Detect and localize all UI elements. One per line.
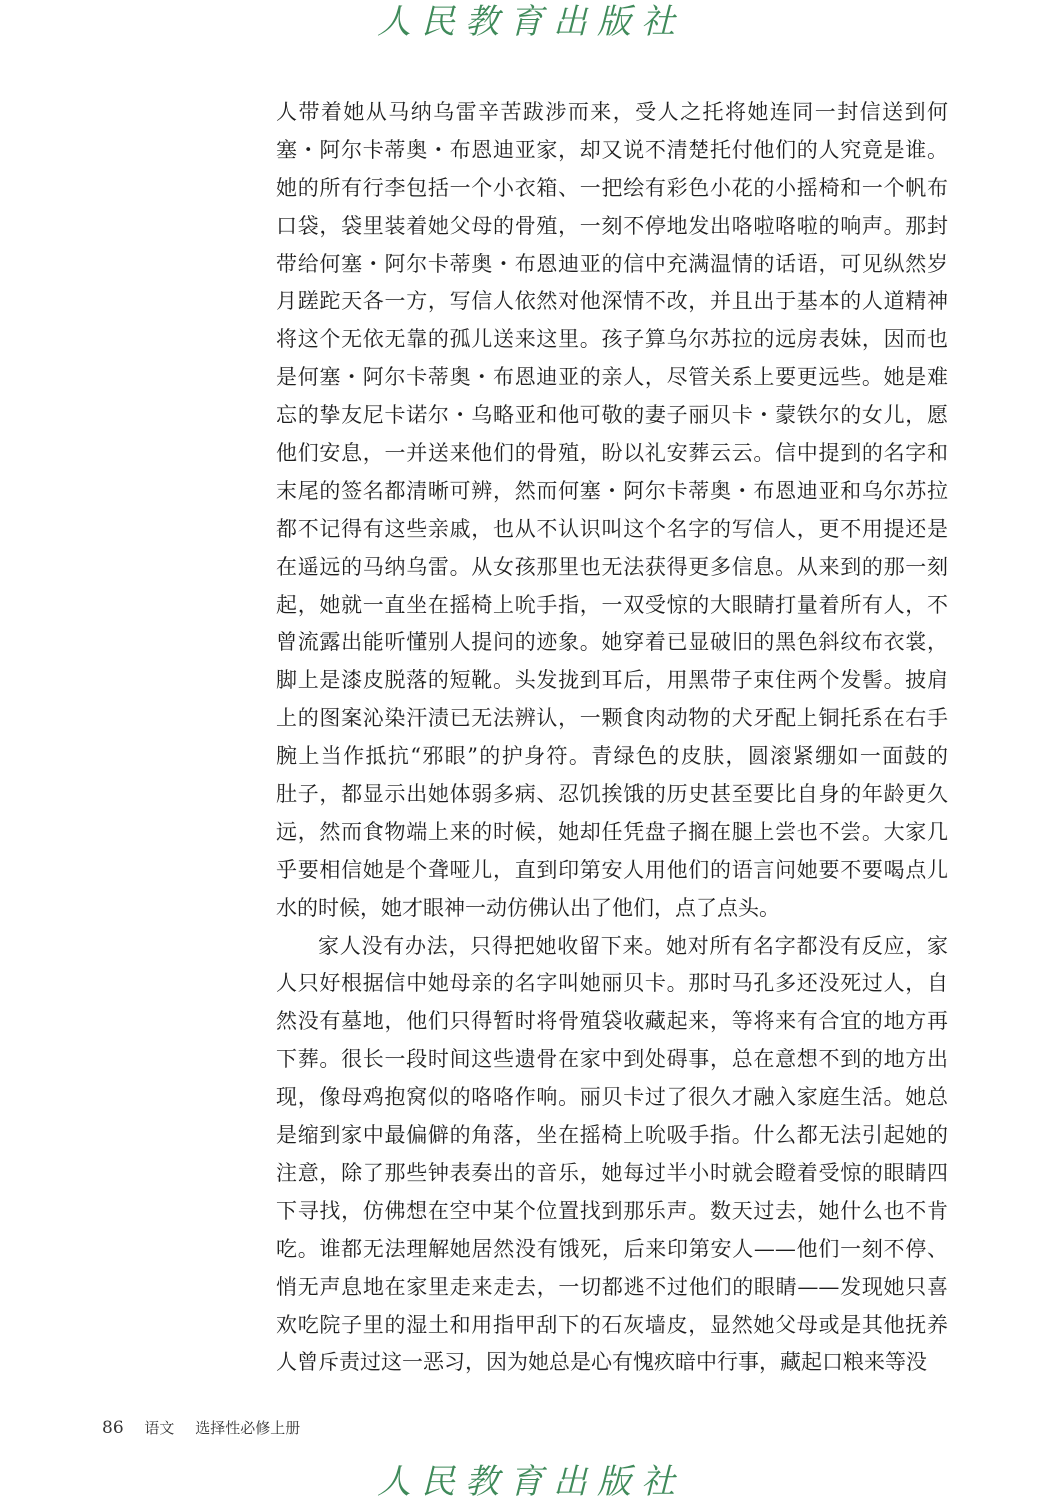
text-line: 口袋，袋里装着她父母的骨殖，一刻不停地发出咯啦咯啦的响声。那封 — [276, 213, 948, 238]
text-line: 他们安息，一并送来他们的骨殖，盼以礼安葬云云。信中提到的名字和 — [276, 441, 948, 466]
paragraph — [276, 928, 948, 1383]
text-line: 是何塞・阿尔卡蒂奥・布恩迪亚的亲人，尽管关系上要更远些。她是难 — [276, 365, 948, 390]
text-line: 忘的挚友尼卡诺尔・乌略亚和他可敬的妻子丽贝卡・蒙铁尔的女儿，愿 — [276, 403, 948, 428]
text-line: 在遥远的马纳乌雷。从女孩那里也无法获得更多信息。从来到的那一刻 — [276, 554, 948, 579]
paragraph — [276, 94, 948, 928]
page-footer — [102, 1417, 300, 1438]
text-line: 她的所有行李包括一个小衣箱、一把绘有彩色小花的小摇椅和一个帆布 — [276, 175, 948, 200]
text-line: 注意，除了那些钟表奏出的音乐，她每过半小时就会瞪着受惊的眼睛四 — [276, 1160, 948, 1185]
text-line: 末尾的签名都清晰可辨，然而何塞・阿尔卡蒂奥・布恩迪亚和乌尔苏拉 — [276, 478, 948, 503]
text-line: 腕上当作抵抗“邪眼”的护身符。青绿色的皮肤，圆滚紧绷如一面鼓的 — [276, 744, 948, 769]
text-line: 起，她就一直坐在摇椅上吮手指，一双受惊的大眼睛打量着所有人，不 — [276, 592, 948, 617]
book-subject: 语文 — [144, 1419, 175, 1437]
text-line: 远，然而食物端上来的时候，她却任凭盘子搁在腿上尝也不尝。大家几 — [276, 819, 948, 844]
text-line: 下葬。很长一段时间这些遗骨在家中到处碍事，总在意想不到的地方出 — [276, 1047, 948, 1072]
publisher-logo-bottom: 人民教育出版社 — [377, 1462, 685, 1502]
text-line: 家人没有办法，只得把她收留下来。她对所有名字都没有反应，家 — [318, 933, 948, 958]
text-line: 人带着她从马纳乌雷辛苦跋涉而来，受人之托将她连同一封信送到何 — [276, 100, 948, 124]
text-line: 将这个无依无靠的孤儿送来这里。孩子算乌尔苏拉的远房表妹，因而也 — [276, 327, 948, 352]
text-line: 肚子，都显示出她体弱多病、忍饥挨饿的历史甚至要比自身的年龄更久 — [276, 782, 948, 807]
text-line: 悄无声息地在家里走来走去，一切都逃不过他们的眼睛——发现她只喜 — [276, 1274, 948, 1299]
text-line: 脚上是漆皮脱落的短靴。头发拢到耳后，用黑带子束住两个发髻。披肩 — [276, 668, 948, 693]
text-line: 人曾斥责过这一恶习，因为她总是心有愧疚暗中行事，藏起口粮来等没 — [276, 1350, 927, 1375]
text-line: 塞・阿尔卡蒂奥・布恩迪亚家，却又说不清楚托付他们的人究竟是谁。 — [276, 137, 948, 162]
text-line: 乎要相信她是个聋哑儿，直到印第安人用他们的语言问她要不要喝点儿 — [276, 857, 948, 882]
page-body — [276, 94, 948, 1382]
page-number: 86 — [102, 1418, 124, 1438]
text-line: 都不记得有这些亲戚，也从不认识叫这个名字的写信人，更不用提还是 — [276, 516, 948, 541]
text-line: 人只好根据信中她母亲的名字叫她丽贝卡。那时马孔多还没死过人，自 — [276, 971, 948, 996]
text-line: 上的图案沁染汗渍已无法辨认，一颗食肉动物的犬牙配上铜托系在右手 — [276, 706, 948, 731]
text-line: 欢吃院子里的湿土和用指甲刮下的石灰墙皮，显然她父母或是其他抚养 — [276, 1312, 948, 1337]
publisher-logo-top: 人民教育出版社 — [377, 2, 685, 42]
text-line: 月蹉跎天各一方，写信人依然对他深情不改，并且出于基本的人道精神 — [276, 289, 948, 314]
text-line: 是缩到家中最偏僻的角落，坐在摇椅上吮吸手指。什么都无法引起她的 — [276, 1123, 948, 1148]
text-line: 带给何塞・阿尔卡蒂奥・布恩迪亚的信中充满温情的话语，可见纵然岁 — [276, 251, 948, 276]
text-line: 曾流露出能听懂别人提问的迹象。她穿着已显破旧的黑色斜纹布衣裳， — [276, 630, 948, 655]
text-line: 下寻找，仿佛想在空中某个位置找到那乐声。数天过去，她什么也不肯 — [276, 1198, 948, 1223]
text-line: 现，像母鸡抱窝似的咯咯作响。丽贝卡过了很久才融入家庭生活。她总 — [276, 1085, 948, 1110]
text-line: 吃。谁都无法理解她居然没有饿死，后来印第安人——他们一刻不停、 — [276, 1236, 948, 1261]
book-volume: 选择性必修上册 — [195, 1419, 301, 1437]
text-line: 然没有墓地，他们只得暂时将骨殖袋收藏起来，等将来有合宜的地方再 — [276, 1009, 948, 1034]
text-line: 水的时候，她才眼神一动仿佛认出了他们，点了点头。 — [276, 895, 780, 920]
